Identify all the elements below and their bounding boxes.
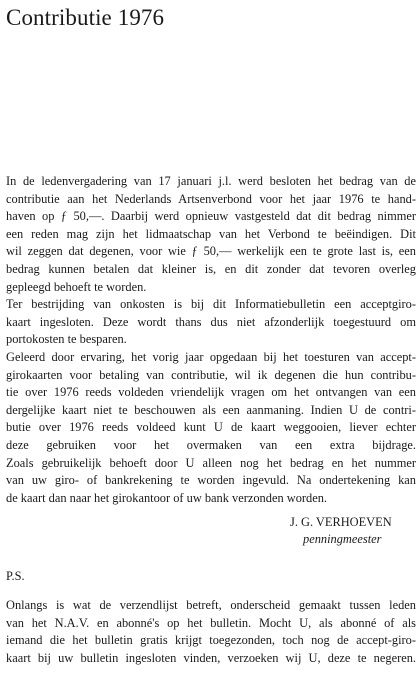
body-line: tie over 1976 reeds voldeden vriendelijk vragen om het ontvangen van een: [6, 385, 416, 400]
body-line: Zoals gebruikelijk behoeft door U alleen nog het bedrag en het nummer: [6, 455, 416, 470]
body-line: contributie aan het Nederlands Artsenverbond voor het jaar 1976 te hand-: [6, 191, 416, 206]
body-line: Ter bestrijding van onkosten is bij dit Informatiebulletin een acceptgiro-: [6, 297, 416, 312]
body-line: een reden mag zijn het lidmaatschap van het Verbond te beëindigen. Dit: [6, 226, 416, 241]
body-text: [6, 173, 416, 507]
body-line: girokaarten voor betaling van contributie, wil ik degenen die hun contribu-: [6, 367, 416, 382]
body-line: Geleerd door ervaring, het vorig jaar opgedaan bij het toesturen van accept-: [6, 349, 416, 364]
body-line: kaart ingesloten. Deze wordt thans dus niet afzonderlijk toegestuurd om: [6, 314, 416, 329]
body-line: dergelijke kaart niet te beschouwen als een aanmaning. Indien U de contri-: [6, 402, 416, 417]
body-line: In de ledenvergadering van 17 januari j.l. werd besloten het bedrag van de: [6, 174, 416, 188]
body-line: van uw giro- of bankrekening te worden ingevuld. Na ondertekening kan: [6, 473, 416, 488]
ps-line: Onlangs is wat de verzendlijst betreft, onderscheid gemaakt tussen leden: [6, 598, 416, 612]
body-line: portokosten te besparen.: [6, 332, 127, 347]
signature-name: J. G. VERHOEVEN: [290, 515, 392, 529]
ps-line: kaart bij uw bulletin ingesloten vinden, verzoeken wij U, deze te negeren.: [6, 650, 416, 665]
body-line: de kaart dan naar het girokantoor of uw bank verzonden worden.: [6, 490, 328, 505]
signature-role: penningmeester: [303, 532, 382, 546]
ps-text: [6, 597, 416, 667]
body-line: deze gebruiken voor het overmaken van een extra bijdrage.: [6, 437, 416, 452]
body-line: gepleegd behoeft te worden.: [6, 279, 147, 294]
body-line: butie over 1976 reeds voldeed kunt U de kaart weggooien, liever echter: [6, 420, 416, 435]
page-title: Contributie 1976: [6, 5, 165, 30]
body-line: wil zeggen dat degenen, voor wie ƒ 50,— werkelijk een te grote last is, een: [6, 244, 416, 259]
body-line: bedrag kunnen betalen dat kleiner is, en dit zonder dat tevoren overleg: [6, 261, 416, 276]
ps-line: van het N.A.V. en abonné's op het bulletin. Mocht U, als abonné of als: [6, 615, 416, 630]
ps-line: iemand die het bulletin gratis krijgt toegezonden, toch nog de accept-giro-: [6, 633, 416, 648]
ps-label: P.S.: [6, 569, 25, 583]
body-line: haven op ƒ 50,—. Daarbij werd opnieuw vastgesteld dat dit bedrag nimmer: [6, 209, 416, 224]
